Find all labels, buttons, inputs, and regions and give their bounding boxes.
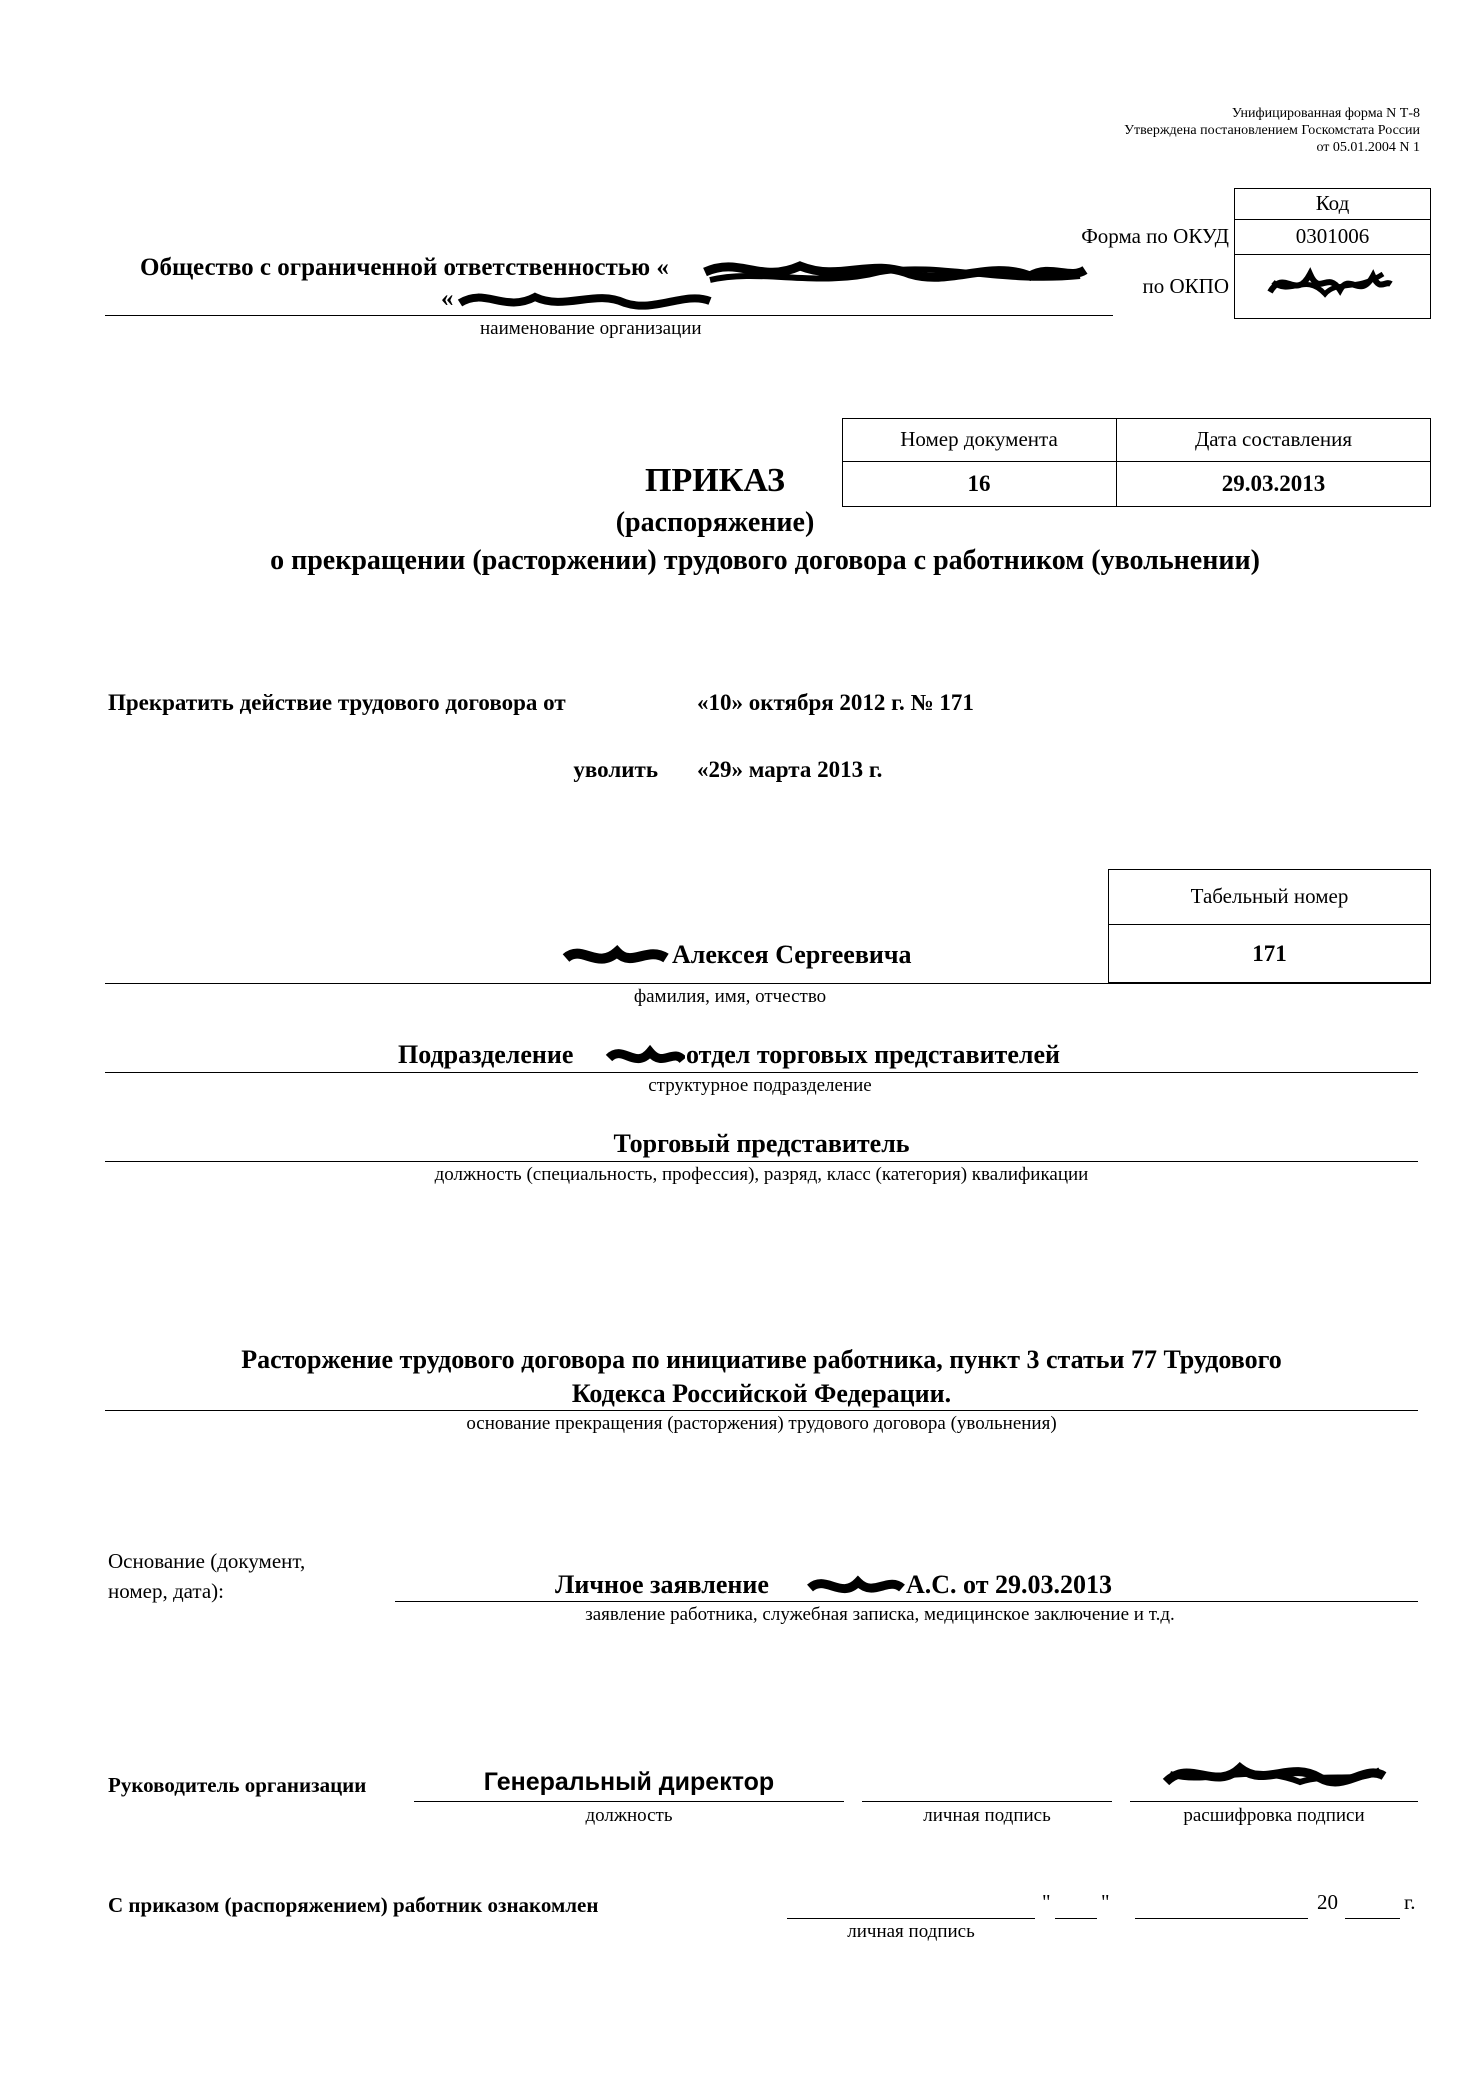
dismiss-value: «29» марта 2013 г. [697, 757, 883, 782]
okud-value: 0301006 [1295, 224, 1370, 248]
grounds-line2: Кодекса Российской Федерации. [571, 1379, 952, 1408]
form-reference [1124, 105, 1420, 156]
tab-number-value: 171 [1252, 940, 1287, 966]
basis-label-line1: Основание (документ, [108, 1549, 306, 1573]
contract-label: Прекратить действие трудового договора от [108, 690, 566, 715]
okpo-label: по ОКПО [1142, 274, 1229, 298]
quote-close: " [1101, 1890, 1110, 1914]
head-signature-decode-redaction [1160, 1752, 1390, 1800]
title-sub: (распоряжение) [615, 507, 815, 538]
title-desc: о прекращении (расторжении) трудового договора с работником (увольнении) [270, 545, 1260, 576]
dismiss-label: уволить [573, 757, 658, 782]
doc-number-header: Номер документа [900, 427, 1058, 451]
employee-name: Алексея Сергеевича [672, 940, 912, 969]
doc-date-value: 29.03.2013 [1221, 471, 1326, 496]
org-line1: Общество с ограниченной ответственностью « [140, 254, 669, 281]
department-label: Подразделение [398, 1040, 574, 1069]
head-signature-caption: личная подпись [923, 1805, 1051, 1826]
department-caption: структурное подразделение [648, 1075, 872, 1096]
form-name: Унифицированная форма N Т-8 [1231, 106, 1420, 121]
basis-value-prefix: Личное заявление [555, 1570, 769, 1599]
name-caption: фамилия, имя, отчество [633, 986, 827, 1007]
position-value: Торговый представитель [613, 1129, 910, 1158]
grounds-caption: основание прекращения (расторжения) трудового договора (увольнения) [466, 1413, 1057, 1434]
year-suffix: г. [1404, 1890, 1416, 1914]
acknowledge-label: С приказом (распоряжением) работник ознакомлен [108, 1893, 599, 1917]
code-header: Код [1315, 191, 1350, 215]
acknowledge-signature-line [787, 1918, 1035, 1919]
month-line [1135, 1918, 1308, 1919]
basis-label [108, 1546, 305, 1606]
doc-number-value: 16 [967, 471, 991, 496]
basis-label-line2: номер, дата): [108, 1579, 224, 1603]
quote-open: " [1042, 1890, 1051, 1914]
basis-value-suffix: А.С. от 29.03.2013 [906, 1570, 1112, 1599]
department-value: отдел торговых представителей [686, 1040, 1060, 1069]
acknowledge-signature-caption: личная подпись [847, 1921, 975, 1942]
org-line2-prefix: « [441, 285, 454, 312]
surname-redaction [562, 940, 670, 974]
okpo-redaction [1265, 262, 1395, 306]
form-approved-date: от 05.01.2004 N 1 [1316, 140, 1420, 155]
head-position-caption: должность [585, 1805, 673, 1826]
tab-number-header: Табельный номер [1190, 884, 1349, 908]
day-line [1055, 1918, 1097, 1919]
head-decode-caption: расшифровка подписи [1183, 1805, 1365, 1826]
form-approved: Утверждена постановлением Госкомстата России [1124, 123, 1420, 138]
grounds-line1: Расторжение трудового договора по инициативе работника, пункт 3 статьи 77 Трудового [241, 1345, 1282, 1374]
position-caption: должность (специальность, профессия), разряд, класс (категория) квалификации [434, 1164, 1089, 1185]
head-position-value: Генеральный директор [483, 1768, 775, 1796]
basis-caption: заявление работника, служебная записка, медицинское заключение и т.д. [585, 1604, 1175, 1625]
year-prefix: 20 [1317, 1890, 1338, 1914]
year-line [1345, 1918, 1400, 1919]
contract-value: «10» октября 2012 г. № 171 [697, 690, 974, 715]
doc-date-header: Дата составления [1194, 427, 1353, 451]
okud-label: Форма по ОКУД [1081, 224, 1229, 248]
basis-surname-redaction [806, 1570, 906, 1604]
org-name2-redaction [455, 283, 715, 319]
department-redaction [605, 1040, 685, 1076]
org-name-redaction [700, 254, 1090, 294]
title-main: ПРИКАЗ [645, 462, 785, 499]
org-caption: наименование организации [480, 318, 702, 339]
head-label: Руководитель организации [108, 1773, 367, 1797]
